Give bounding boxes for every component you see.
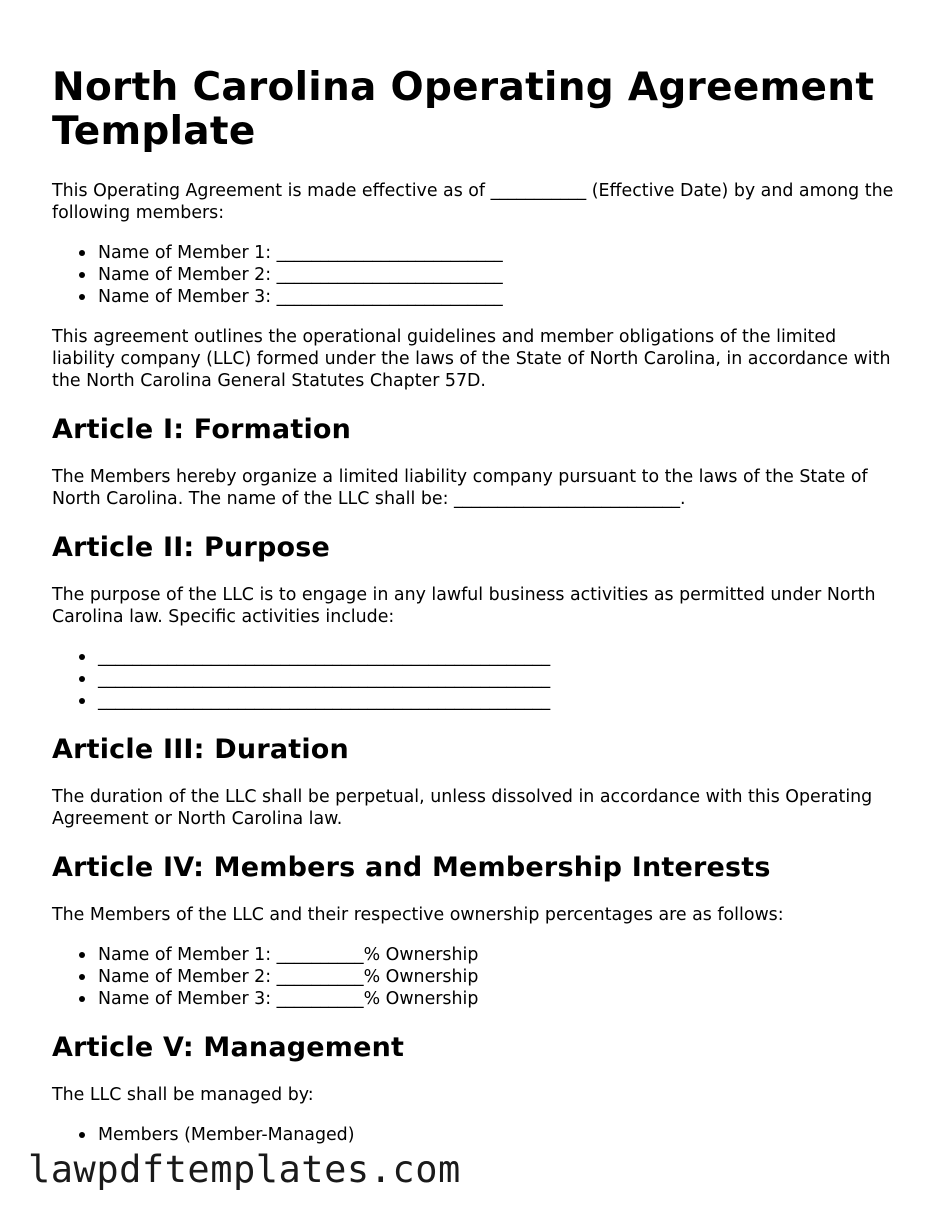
article-3-text: The duration of the LLC shall be perpetual, unless dissolved in accordance with this Operating Agreement or North Carolina law. xyxy=(52,787,873,829)
article-2-heading: Article II: Purpose xyxy=(52,532,331,563)
article-2-text: The purpose of the LLC is to engage in any lawful business activities as permitted under North Carolina law. Specific activities include: xyxy=(52,585,876,627)
list-item: Name of Member 3: __________________________ xyxy=(98,286,897,308)
member-list xyxy=(52,242,897,308)
list-item: ____________________________________________________ xyxy=(98,646,897,668)
list-item: Name of Member 2: __________________________ xyxy=(98,264,897,286)
list-item: ____________________________________________________ xyxy=(98,668,897,690)
article-5-heading: Article V: Management xyxy=(52,1032,405,1063)
outline-paragraph: This agreement outlines the operational guidelines and member obligations of the limited liability company (LLC) formed under the laws of the State of North Carolina, in accordance with the North Carolina General Statutes Chapter 57D. xyxy=(52,327,891,391)
document-title: North Carolina Operating Agreement Template xyxy=(52,65,875,154)
list-item: Name of Member 2: __________% Ownership xyxy=(98,966,897,988)
intro-paragraph: This Operating Agreement is made effective as of ___________ (Effective Date) by and among the following members: xyxy=(52,181,894,223)
list-item: Members (Member-Managed) xyxy=(98,1124,897,1146)
article-4-text: The Members of the LLC and their respective ownership percentages are as follows: xyxy=(52,905,784,925)
article-5-text: The LLC shall be managed by: xyxy=(52,1085,314,1105)
article-4-heading: Article IV: Members and Membership Interests xyxy=(52,852,771,883)
article-1-text: The Members hereby organize a limited liability company pursuant to the laws of the State of North Carolina. The name of the LLC shall be: __________________________. xyxy=(52,467,868,509)
list-item: Name of Member 1: __________________________ xyxy=(98,242,897,264)
article-3-heading: Article III: Duration xyxy=(52,734,349,765)
list-item: ____________________________________________________ xyxy=(98,690,897,712)
purpose-list xyxy=(52,646,897,712)
ownership-list xyxy=(52,944,897,1010)
management-list xyxy=(52,1124,897,1146)
document-page xyxy=(52,66,897,1164)
article-1-heading: Article I: Formation xyxy=(52,414,352,445)
list-item: Name of Member 3: __________% Ownership xyxy=(98,988,897,1010)
watermark: lawpdftemplates.com xyxy=(28,1148,461,1191)
list-item: Name of Member 1: __________% Ownership xyxy=(98,944,897,966)
